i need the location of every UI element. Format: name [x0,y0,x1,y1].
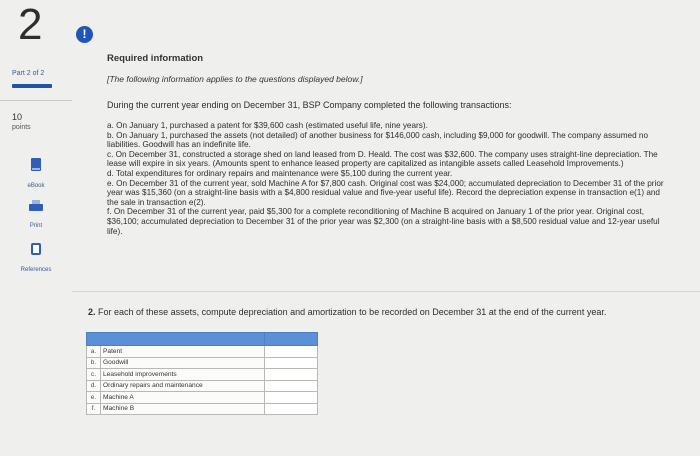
references-button[interactable] [6,243,66,276]
references-icon [31,243,41,255]
part-label: Part 2 of 2 [12,70,45,77]
answer-table-header [87,333,318,346]
required-info-lead: During the current year ending on December 31, BSP Company completed the following transactions: [107,100,512,110]
transactions-list [107,121,667,236]
row-label: Ordinary repairs and maintenance [101,380,265,392]
row-label: Leasehold improvements [101,369,265,381]
points-value: 10 [12,112,23,122]
transaction-e: e. On December 31 of the current year, sold Machine A for $7,800 cash. Original cost was $24,000; accumulated depreciation to December 31 of the prior year was $15,360 (on a straight-line basis with a $4,800 residual value and five-year useful life). Record the depreciation expense in transaction e(1) and the sale in transaction e(2). [107,178,664,207]
transaction-f: f. On December 31 of the current year, paid $5,300 for a complete reconditioning of Machine B acquired on January 1 of the prior year. Original cost, $36,100; accumulated depreciation to December 31 of the prior year was $2,300 (on a straight-line basis with a $8,500 residual value and 12-year useful life). [107,207,660,236]
table-row [87,380,318,392]
transaction-c: c. On December 31, constructed a storage shed on land leased from D. Heald. The cost was $32,600. The company uses straight-line depreciation. The lease will expire in six years. (Amounts spent to enhance leased property are capitalized as intangible assets called Leasehold Improvements.) [107,149,658,169]
answer-table-header-label [87,333,265,346]
row-letter: c. [87,369,101,381]
transaction-b: b. On January 1, purchased the assets (not detailed) of another business for $146,000 cash, including $9,000 for goodwill. The company assumed no liabilities. Goodwill has an indefinite life. [107,130,649,150]
row-letter: e. [87,392,101,404]
rail-divider [0,100,72,101]
row-label: Goodwill [101,357,265,369]
required-info-intro: [The following information applies to the questions displayed below.] [107,74,363,84]
row-label: Patent [101,346,265,358]
answer-input-patent[interactable] [265,346,318,358]
table-row [87,346,318,358]
ebook-button[interactable] [6,158,66,192]
row-label: Machine A [101,392,265,404]
table-row [87,392,318,404]
print-icon [29,200,43,211]
part-progress-bar [12,84,52,88]
question-prompt [88,307,688,317]
row-letter: a. [87,346,101,358]
question-number: 2 [18,0,43,49]
transaction-d: d. Total expenditures for ordinary repairs and maintenance were $5,100 during the current year. [107,168,453,178]
ebook-label: eBook [27,183,45,189]
answer-table [86,332,318,415]
table-row [87,369,318,381]
print-label: Print [29,223,43,229]
row-letter: f. [87,403,101,415]
points-label: points [12,124,31,131]
answer-input-goodwill[interactable] [265,357,318,369]
transaction-a: a. On January 1, purchased a patent for $39,600 cash (estimated useful life, nine years). [107,121,428,130]
answer-input-leasehold[interactable] [265,369,318,381]
ebook-icon [31,158,41,171]
table-row [87,403,318,415]
question-prompt-text: For each of these assets, compute depreciation and amortization to be recorded on December 31 at the end of the current year. [98,307,607,317]
row-letter: d. [87,380,101,392]
row-letter: b. [87,357,101,369]
required-info-title: Required information [107,53,204,64]
answer-table-header-value [265,333,318,346]
print-button[interactable] [6,200,66,232]
answer-input-repairs[interactable] [265,380,318,392]
section-divider [72,291,700,292]
answer-input-machine-b[interactable] [265,403,318,415]
table-row [87,357,318,369]
row-label: Machine B [101,403,265,415]
answer-input-machine-a[interactable] [265,392,318,404]
question-prompt-number: 2. [88,307,96,317]
alert-icon: ! [76,26,93,43]
references-label: References [20,267,52,273]
